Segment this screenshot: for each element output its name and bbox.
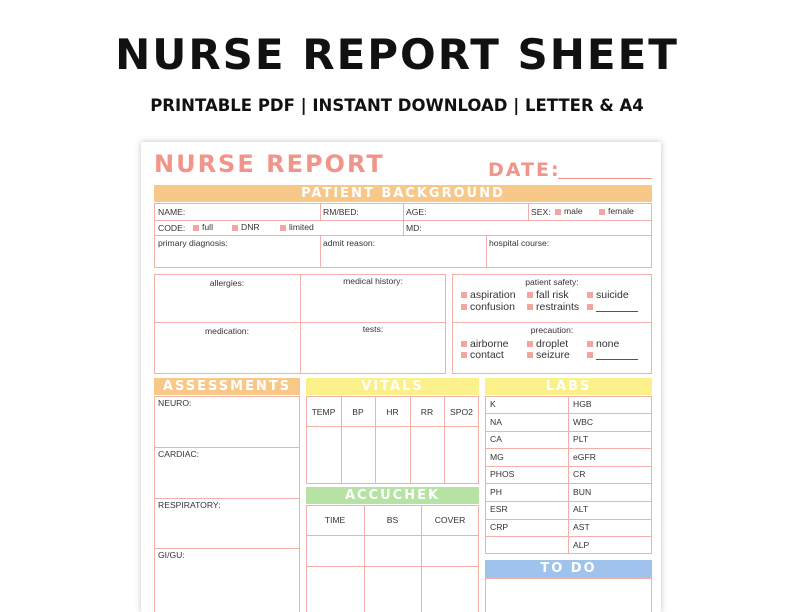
md-label: MD: [406, 223, 422, 233]
respiratory-label: RESPIRATORY: [158, 500, 221, 510]
checkbox-icon [599, 209, 605, 215]
lab-alt-label: ALT [573, 504, 589, 514]
lab-plt-label: PLT [573, 434, 589, 444]
lab-k-label: K [490, 399, 496, 409]
report-sheet [141, 142, 661, 612]
checkbox-icon [527, 341, 533, 347]
vitals-spo2-header: SPO2 [450, 407, 473, 417]
code-dnr-option[interactable]: DNR [232, 222, 260, 232]
accuchek-cover-header: COVER [434, 515, 466, 525]
lab-na-label: NA [490, 417, 502, 427]
assessments-header: ASSESSMENTS [154, 378, 300, 395]
vitals-bp-header: BP [352, 407, 364, 417]
checkbox-icon [461, 341, 467, 347]
lab-ca-label: CA [490, 434, 502, 444]
none-option[interactable]: none [587, 338, 619, 350]
lab-cr-label: CR [573, 469, 586, 479]
checkbox-icon [587, 352, 593, 358]
sex-female-option[interactable]: female [599, 206, 634, 216]
checkbox-icon [461, 304, 467, 310]
todo-header: TO DO [485, 560, 652, 578]
droplet-option[interactable]: droplet [527, 338, 568, 350]
date-field[interactable] [558, 178, 652, 179]
checkbox-icon [280, 225, 286, 231]
hospital-course-label: hospital course: [489, 238, 550, 248]
fall-risk-option[interactable]: fall risk [527, 289, 569, 301]
lab-ast-label: AST [573, 522, 590, 532]
admit-reason-label: admit reason: [323, 238, 376, 248]
checkbox-icon [527, 292, 533, 298]
page-title: NURSE REPORT SHEET [115, 30, 679, 79]
accuchek-header: ACCUCHEK [306, 487, 479, 504]
patient-background-header: PATIENT BACKGROUND [154, 185, 652, 202]
medical-history-label: medical history: [343, 276, 403, 286]
precaution-other-option[interactable] [587, 349, 638, 361]
checkbox-icon [587, 304, 593, 310]
lab-bun-label: BUN [573, 487, 592, 497]
checkbox-icon [587, 341, 593, 347]
sex-male-option[interactable]: male [555, 206, 583, 216]
sex-label: SEX: [531, 207, 551, 217]
age-label: AGE: [406, 207, 427, 217]
lab-phos-label: PHOS [490, 469, 515, 479]
vitals-rr-header: RR [420, 407, 434, 417]
neuro-label: NEURO: [158, 398, 192, 408]
aspiration-option[interactable]: aspiration [461, 289, 516, 301]
vitals-header: VITALS [306, 378, 479, 395]
labs-header: LABS [485, 378, 652, 395]
lab-esr-label: ESR [490, 504, 508, 514]
lab-crp-label: CRP [490, 522, 509, 532]
name-label: NAME: [158, 207, 186, 217]
accuchek-bs-header: BS [386, 515, 399, 525]
rm-bed-label: RM/BED: [323, 207, 359, 217]
contact-option[interactable]: contact [461, 349, 504, 361]
allergies-label: allergies: [209, 278, 245, 288]
page-subtitle: PRINTABLE PDF | INSTANT DOWNLOAD | LETTER & A4 [150, 96, 644, 115]
checkbox-icon [232, 225, 238, 231]
suicide-option[interactable]: suicide [587, 289, 629, 301]
tests-label: tests: [362, 324, 384, 334]
checkbox-icon [461, 292, 467, 298]
patient-safety-label: patient safety: [525, 277, 579, 287]
code-limited-option[interactable]: limited [280, 222, 314, 232]
accuchek-time-header: TIME [324, 515, 346, 525]
lab-ph-label: PH [490, 487, 502, 497]
lab-egfr-label: eGFR [573, 452, 596, 462]
vitals-temp-header: TEMP [311, 407, 336, 417]
cardiac-label: CARDIAC: [158, 449, 200, 459]
precaution-label: precaution: [530, 325, 574, 335]
lab-wbc-label: WBC [573, 417, 594, 427]
vitals-hr-header: HR [386, 407, 399, 417]
confusion-option[interactable]: confusion [461, 301, 515, 313]
checkbox-icon [555, 209, 561, 215]
seizure-option[interactable]: seizure [527, 349, 570, 361]
checkbox-icon [461, 352, 467, 358]
gi-gu-label: GI/GU: [158, 550, 185, 560]
checkbox-icon [527, 352, 533, 358]
date-label: DATE: [488, 159, 561, 181]
code-label: CODE: [158, 223, 186, 233]
airborne-option[interactable]: airborne [461, 338, 509, 350]
sheet-title: NURSE REPORT [154, 150, 385, 178]
medication-label: medication: [205, 326, 249, 336]
lab-mg-label: MG [490, 452, 504, 462]
checkbox-icon [527, 304, 533, 310]
lab-alp-label: ALP [573, 540, 590, 550]
primary-diagnosis-label: primary diagnosis: [158, 238, 228, 248]
lab-hgb-label: HGB [573, 399, 592, 409]
checkbox-icon [193, 225, 199, 231]
todo-box[interactable] [485, 578, 652, 612]
safety-other-option[interactable] [587, 301, 638, 313]
code-full-option[interactable]: full [193, 222, 213, 232]
checkbox-icon [587, 292, 593, 298]
restraints-option[interactable]: restraints [527, 301, 579, 313]
